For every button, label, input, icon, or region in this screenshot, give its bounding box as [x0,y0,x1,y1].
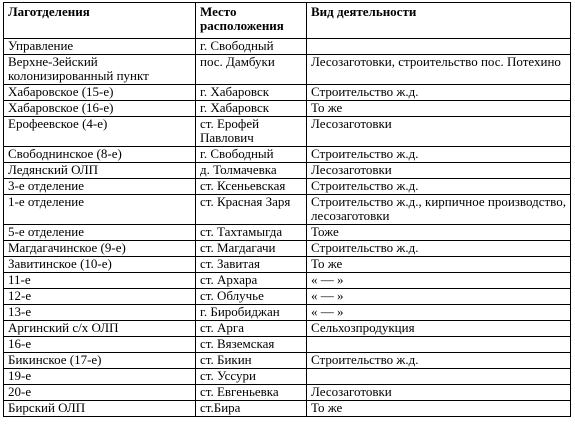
header-activity: Вид деятельности [307,3,571,39]
cell-division: 3-е отделение [4,179,196,195]
cell-activity: Лесозаготовки, строительство пос. Потехино [307,55,571,85]
cell-location: ст. Евгеньевка [196,385,307,401]
cell-division: Бирский ОЛП [4,401,196,417]
cell-location: ст. Ерофей Павлович [196,117,307,147]
cell-division: Свободнинское (8-е) [4,147,196,163]
header-division: Лаготделения [4,3,196,39]
table-row [4,401,571,417]
cell-activity: То же [307,257,571,273]
cell-division: 16-е [4,337,196,353]
cell-activity: Строительство ж.д. [307,85,571,101]
cell-activity: Строительство ж.д. [307,147,571,163]
cell-division: Ерофеевское (4-е) [4,117,196,147]
cell-activity: То же [307,101,571,117]
cell-activity: Сельхозпродукция [307,321,571,337]
cell-division: Аргинский с/х ОЛП [4,321,196,337]
table-header [4,3,571,39]
table-row [4,179,571,195]
table-row [4,353,571,369]
cell-division: Хабаровское (16-е) [4,101,196,117]
table-row [4,225,571,241]
cell-activity: Строительство ж.д. [307,353,571,369]
cell-location: г. Свободный [196,39,307,55]
cell-division: Ледянский ОЛП [4,163,196,179]
cell-location: ст. Вяземская [196,337,307,353]
cell-location: г. Хабаровск [196,101,307,117]
cell-division: 13-е [4,305,196,321]
table-row [4,321,571,337]
cell-division: 20-е [4,385,196,401]
table-row [4,117,571,147]
cell-location: пос. Дамбуки [196,55,307,85]
cell-location: ст. Красная Заря [196,195,307,225]
cell-location: ст. Ксеньевская [196,179,307,195]
table-row [4,195,571,225]
cell-activity: « — » [307,289,571,305]
cell-division: Хабаровское (15-е) [4,85,196,101]
table-row [4,369,571,385]
divisions-table [3,2,571,417]
cell-location: ст. Арга [196,321,307,337]
table-row [4,305,571,321]
table-body [4,39,571,417]
table-row [4,163,571,179]
cell-location: д. Толмачевка [196,163,307,179]
cell-location: ст. Завитая [196,257,307,273]
cell-activity: Тоже [307,225,571,241]
table-row [4,385,571,401]
cell-location: г. Биробиджан [196,305,307,321]
cell-location: ст. Облучье [196,289,307,305]
table-row [4,241,571,257]
cell-division: Верхне-Зейский колонизированный пункт [4,55,196,85]
cell-location: ст. Тахтамыгда [196,225,307,241]
cell-activity: Лесозаготовки [307,117,571,147]
cell-division: Магдагачинское (9-е) [4,241,196,257]
cell-activity [307,369,571,385]
table-row [4,257,571,273]
cell-activity: Строительство ж.д., кирпичное производство, лесозаготовки [307,195,571,225]
table-row [4,289,571,305]
cell-division: Завитинское (10-е) [4,257,196,273]
cell-location: ст. Архара [196,273,307,289]
document-body [3,2,571,417]
table-row [4,273,571,289]
table-row [4,85,571,101]
cell-activity: Лесозаготовки [307,385,571,401]
cell-location: г. Хабаровск [196,85,307,101]
cell-division: 19-е [4,369,196,385]
cell-division: 11-е [4,273,196,289]
cell-location: ст. Уссури [196,369,307,385]
table-row [4,39,571,55]
cell-division: 5-е отделение [4,225,196,241]
cell-activity [307,39,571,55]
cell-activity: Строительство ж.д. [307,241,571,257]
cell-activity: Строительство ж.д. [307,179,571,195]
table-row [4,337,571,353]
cell-location: ст. Бикин [196,353,307,369]
cell-location: г. Свободный [196,147,307,163]
cell-activity: Лесозаготовки [307,163,571,179]
table-row [4,101,571,117]
cell-activity: « — » [307,305,571,321]
cell-division: 12-е [4,289,196,305]
cell-division: 1-е отделение [4,195,196,225]
table-row [4,55,571,85]
cell-division: Управление [4,39,196,55]
cell-location: ст. Магдагачи [196,241,307,257]
header-row [4,3,571,39]
cell-location: ст.Бира [196,401,307,417]
table-row [4,147,571,163]
cell-activity [307,337,571,353]
cell-activity: То же [307,401,571,417]
header-location: Место расположения [196,3,307,39]
cell-division: Бикинское (17-е) [4,353,196,369]
cell-activity: « — » [307,273,571,289]
